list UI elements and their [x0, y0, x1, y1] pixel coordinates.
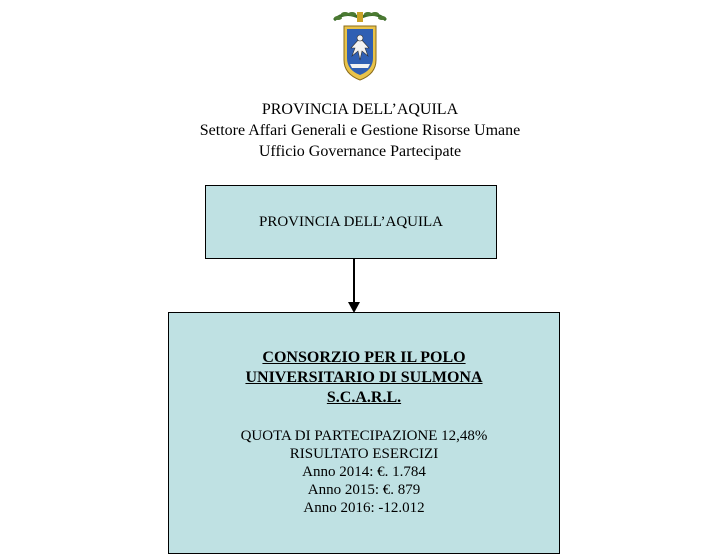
results-heading: RISULTATO ESERCIZI [289, 446, 439, 462]
coat-of-arms-emblem [330, 8, 390, 82]
entity-title-line: S.C.A.R.L. [326, 389, 402, 406]
header-office: Ufficio Governance Partecipate [258, 143, 462, 160]
entity-title-line: UNIVERSITARIO DI SULMONA [245, 369, 483, 386]
parent-entity-box [205, 185, 497, 259]
entity-title-line: CONSORZIO PER IL POLO [262, 349, 466, 366]
result-2016: Anno 2016: -12.012 [303, 500, 425, 516]
entity-details [169, 427, 559, 517]
header-sector: Settore Affari Generali e Gestione Risorse Umane [199, 122, 521, 139]
header-institution: PROVINCIA DELL’AQUILA [261, 101, 459, 118]
participation-quota: QUOTA DI PARTECIPAZIONE 12,48% [240, 428, 488, 444]
participated-entity-box [168, 312, 560, 554]
parent-entity-label: PROVINCIA DELL’AQUILA [258, 213, 444, 230]
entity-title [169, 348, 559, 408]
result-2015: Anno 2015: €. 879 [307, 482, 421, 498]
header-block [0, 99, 720, 162]
connector-arrow [344, 258, 364, 314]
result-2014: Anno 2014: €. 1.784 [302, 464, 426, 480]
